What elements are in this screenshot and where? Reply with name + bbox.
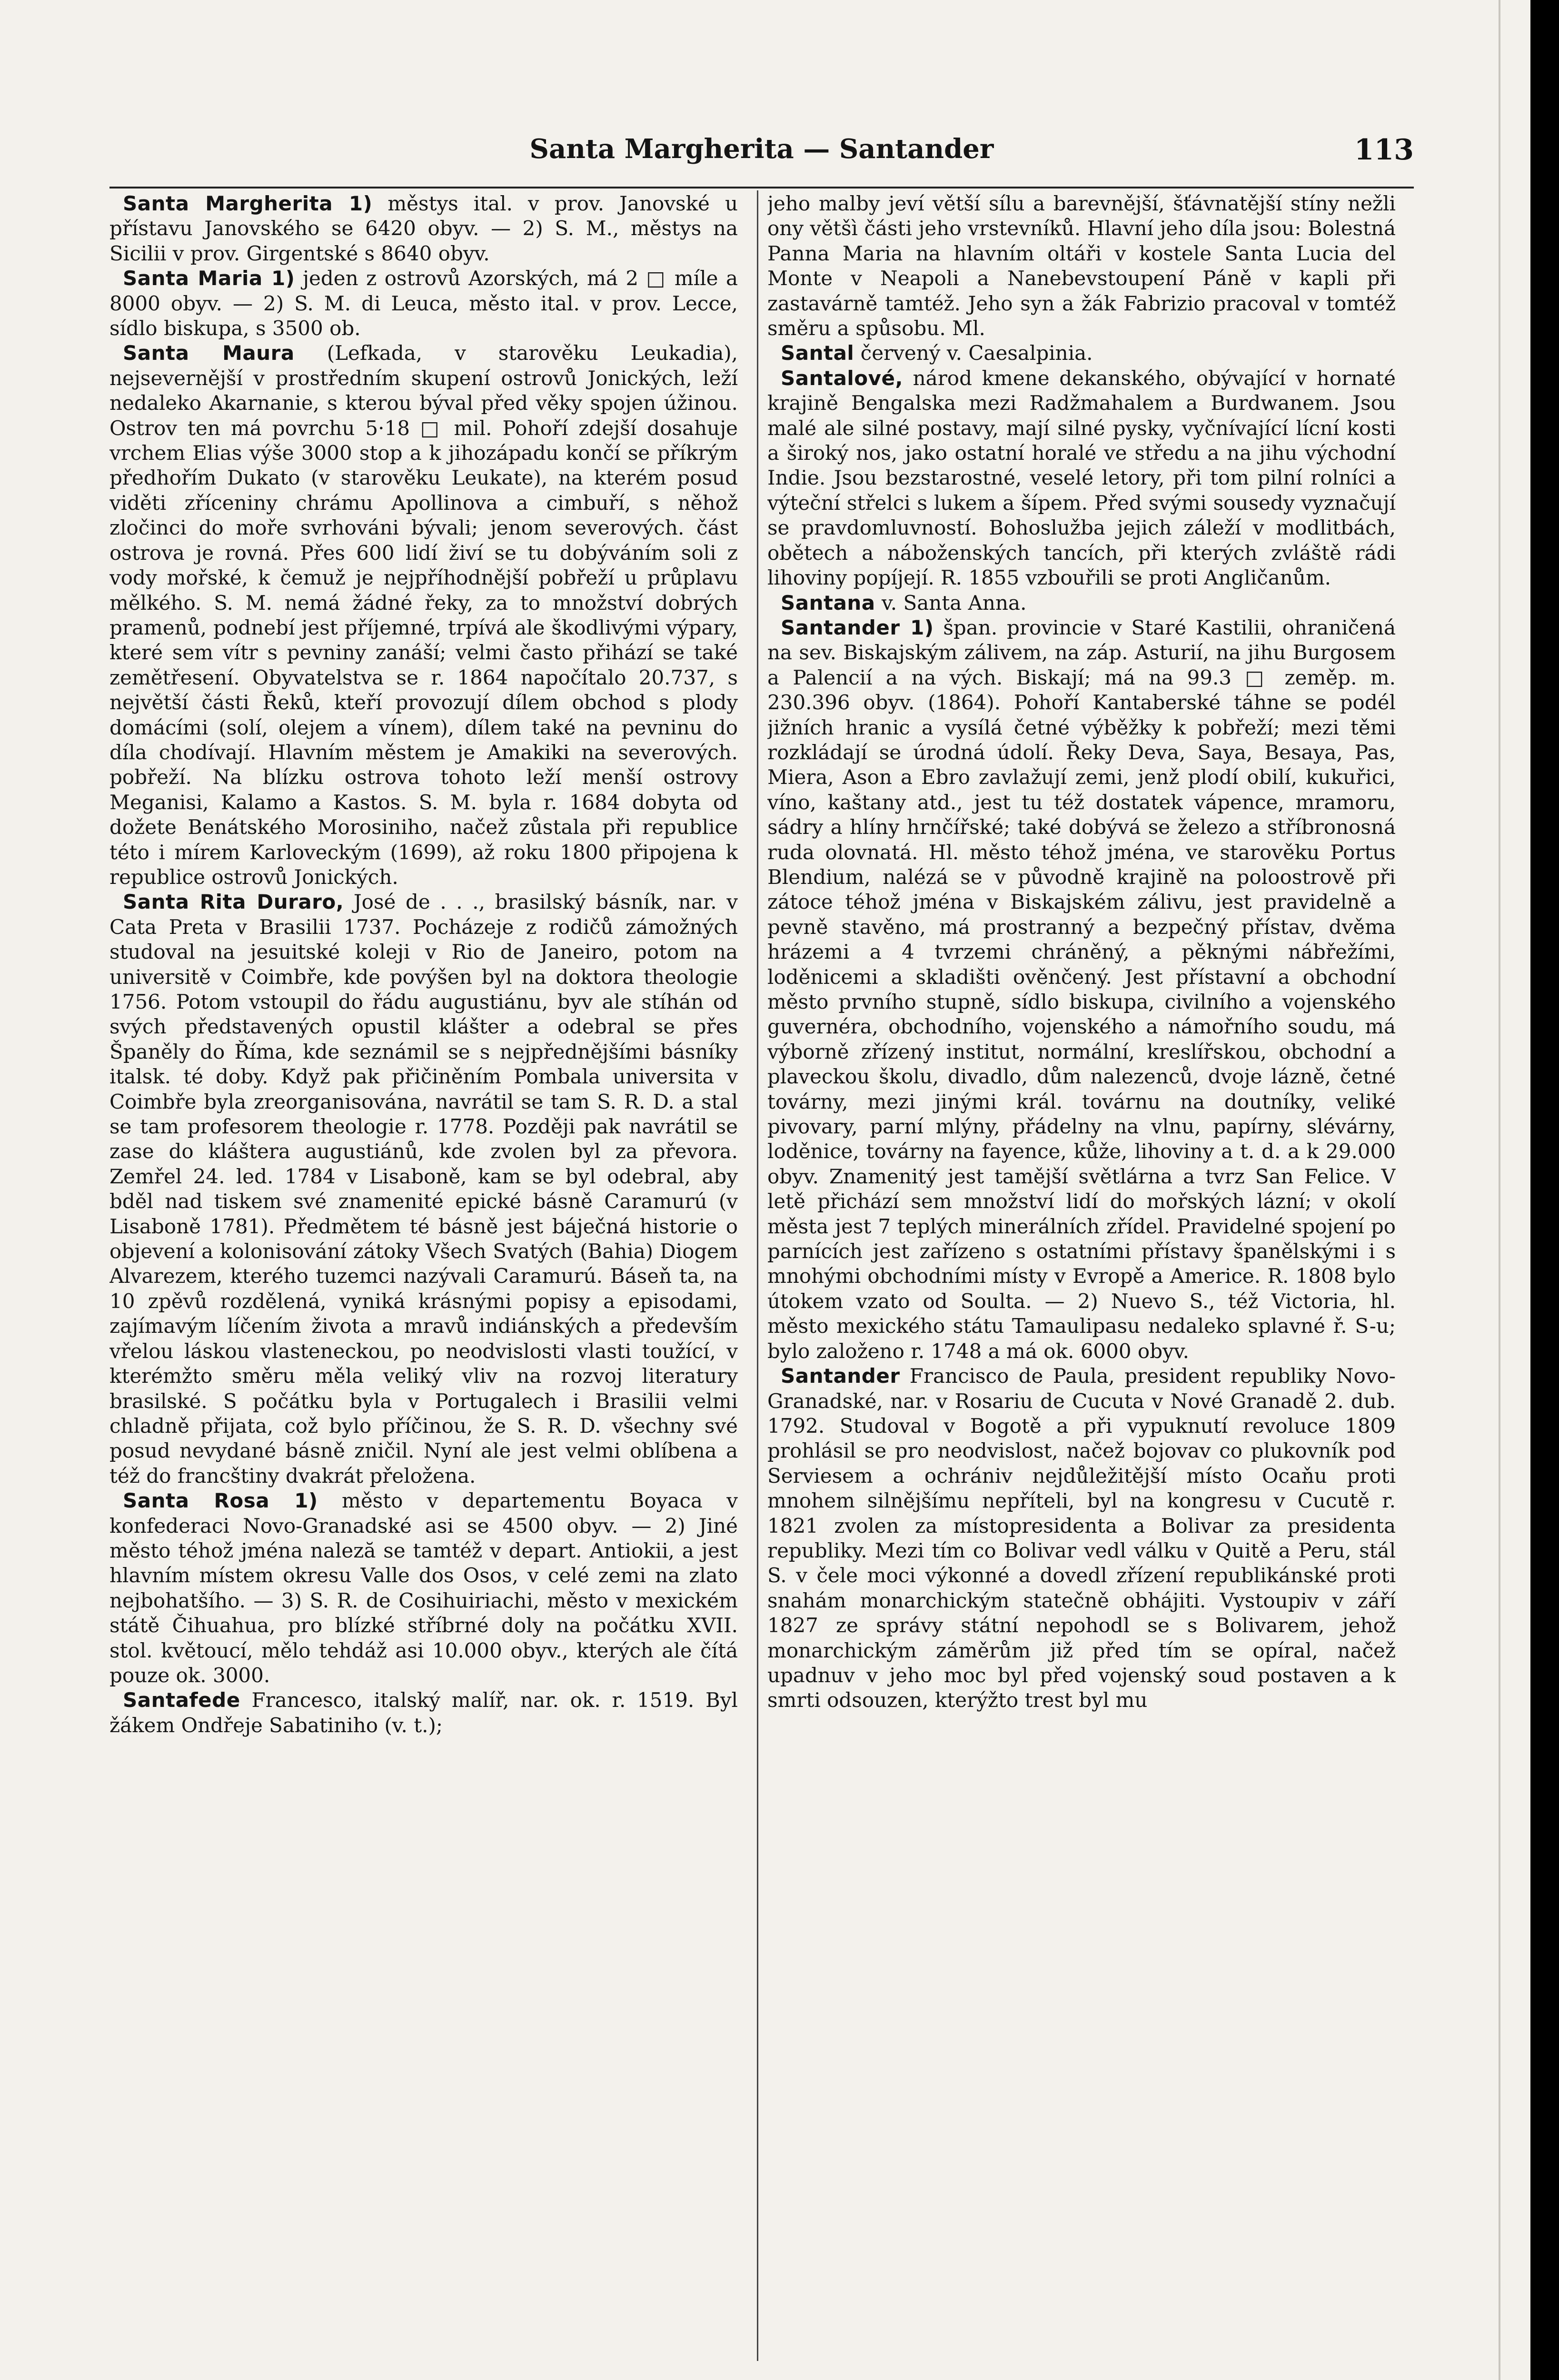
entry: [767, 615, 1396, 1364]
header-rule: [109, 187, 1414, 188]
entry: [109, 1488, 738, 1688]
entry: [767, 591, 1396, 615]
entry-text: Francisco de Paula, president republiky Novo-Granadské, nar. v Rosariu de Cucuta v Nové Granadě 2. dub. 1792. Studoval v Bogotě a při vypuknutí revoluce 1809 prohlásil se pro neodvislost, načež bojovav co plukovník pod Serviesem a ochrániv nejdůležitější místo Ocaňu proti mnohem silnějšímu nepříteli, byl na kongresu v Cucutě r. 1821 zvolen za místopresidenta a Bolivar za presidenta republiky. Mezi tím co Bolivar vedl válku v Quitě a Peru, stál S. v čele moci výkonné a dovedl zřízení republikánské proti snahám monarchickým statečně obhájiti. Vystoupiv v září 1827 ze správy státní nepohodl se s Bolivarem, jehož monarchickým záměrům již před tím se opíral, načež upadnuv v jeho moc byl před vojenský soud postaven a k smrti odsouzen, kterýžto trest byl mu: [767, 1364, 1396, 1712]
entry-text: městys ital. v prov. Janovské u přístavu Janovského se 6420 obyv. — 2) S. M., městys na Sicilii v prov. Girgentské s 8640 obyv.: [109, 192, 738, 265]
entry-headword: Santa Rosa 1): [123, 1489, 318, 1513]
entry-text: (Lefkada, v starověku Leukadia), nejsevernější v prostředním skupení ostrovů Jonických, leží nedaleko Akarnanie, s kterou býval před věky spojen úžinou. Ostrov ten má povrchu 5·18 □ mil. Pohoří zdejší dosahuje vrchem Elias výše 3000 stop a k jihozápadu končí se příkrým předhořím Dukato (v starověku Leukate), na kterém posud viděti zříceniny chrámu Apollinova a cimbuří, s něhož zločinci do moře svrhováni bývali; jenom severových. část ostrova je rovná. Přes 600 lidí živí se tu dobýváním soli z vody mořské, k čemuž je nejpříhodnější pobřeží u průplavu mělkého. S. M. nemá žádné řeky, za to množství dobrých pramenů, podnebí jest příjemné, trpívá ale škodlivými výpary, které sem vítr s pevniny zanáší; velmi často přihází se také zemětřesení. Obyvatelstva se r. 1864 napočítalo 20.737, s největší části Řeků, kteří provozují dílem obchod s plody domácími (solí, olejem a vínem), dílem také na pevninu do díla chodívají. Hlavním městem je Amakiki na severových. pobřeží. Na blízku ostrova tohoto leží menší ostrovy Meganisi, Kalamo a Kastos. S. M. byla r. 1684 dobyta od dožete Benátského Morosiniho, načež zůstala při republice této i mírem Karloveckým (1699), až roku 1800 připojena k republice ostrovů Jonických.: [109, 341, 738, 889]
entry: [109, 191, 738, 266]
entry-text: špan. provincie v Staré Kastilii, ohraničená na sev. Biskajským zálivem, na záp. Asturií, na jihu Burgosem a Palencií a na vých. Biskají; má na 99.3 □ zeměp. m. 230.396 obyv. (1864). Pohoří Kantaberské táhne se podél jižních hranic a vysílá četné výběžky k pobřeží; mezi těmi rozkládají se úrodná údolí. Řeky Deva, Saya, Besaya, Pas, Miera, Ason a Ebro zavlažují zemi, jenž plodí obilí, kukuřici, víno, kaštany atd., jest tu též dostatek vápence, mramoru, sádry a hlíny hrnčířské; také dobývá se železo a stříbronosná ruda olovnatá. Hl. město téhož jména, ve starověku Portus Blendium, nalézá se v původně krajině na poloostrově při zátoce téhož jména v Biskajském zálivu, jest pravidelně a pevně stavěno, má prostranný a bezpečný přístav, dvěma hrázemi a 4 tvrzemi chráněný, a pěknými nábřežími, loděnicemi a skladišti ověnčený. Jest přístavní a obchodní město prvního stupně, sídlo biskupa, civilního a vojenského guvernéra, obchodního, vojenského a námořního soudu, má výborně zřízený institut, normální, kreslířskou, obchodní a plaveckou školu, divadlo, dům nalezenců, dvoje lázně, četné továrny, mezi jinými král. továrnu na doutníky, veliké pivovary, parní mlýny, přádelny na vlnu, papírny, slévárny, loděnice, továrny na fayence, kůže, lihoviny a t. d. a k 29.000 obyv. Znamenitý jest tamější světlárna a tvrz San Felice. V letě přichází sem množství lidí do mořských lázní; v okolí města jest 7 teplých minerálních zřídel. Pravidelné spojení po parnících jest zařízeno s ostatními přístavy španělskými i s mnohými obchodními místy v Evropě a Americe. R. 1808 bylo útokem vzato od Soulta. — 2) Nuevo S., též Victoria, hl. město mexického státu Tamaulipasu nedaleko splavné ř. S-u; bylo založeno r. 1748 a má ok. 6000 obyv.: [767, 615, 1396, 1363]
entry-headword: Santa Margherita 1): [123, 192, 373, 215]
entry-headword: Santalové,: [781, 366, 903, 390]
left-column: [109, 191, 738, 2362]
entry: [109, 266, 738, 341]
entry-headword: Santa Maura: [123, 341, 295, 365]
page-header: [109, 133, 1414, 171]
entry: [109, 1688, 738, 1738]
entry-headword: Santander 1): [781, 615, 934, 639]
entry: [767, 191, 1396, 341]
entry-headword: Santander: [781, 1364, 900, 1388]
entry-text: v. Santa Anna.: [882, 591, 1027, 615]
entry-headword: Santal: [781, 341, 854, 365]
entry-headword: Santa Rita Duraro,: [123, 890, 344, 914]
entry-text: národ kmene dekanského, obývající v hornaté krajině Bengalska mezi Radžmahalem a Burdwanem. Jsou malé ale silné postavy, mají silné pysky, vyčnívající lícní kosti a široký nos, jako ostatní horalé ve středu a na jihu východní Indie. Jsou bezstarostné, veselé letory, při tom pilní rolníci a výteční střelci s lukem a šípem. Před svými sousedy vyznačují se pravdomluvností. Bohoslužba jejich záleží v modlitbách, obětech a náboženských tancích, při kterých zvláště rádi lihoviny popíjejí. R. 1855 vzbouřili se proti Angličanům.: [767, 366, 1396, 590]
entry-headword: Santa Maria 1): [123, 267, 295, 290]
entry-text: jeho malby jeví větší sílu a barevnější, šťávnatější stíny nežli ony většì části jeho vrstevníků. Hlavní jeho díla jsou: Bolestná Panna Maria na hlavním oltáři v kostele Santa Lucia del Monte v Neapoli a Nanebevstoupení Páně v kapli při zastavárně tamtéž. Jeho syn a žák Fabrizio pracoval v tomtéž směru a spůsobu. Ml.: [767, 192, 1396, 340]
column-divider: [757, 190, 758, 2361]
entry-text: Francesco, italský malíř, nar. ok. r. 1519. Byl žákem Ondřeje Sabatiniho (v. t.);: [109, 1688, 738, 1737]
page-edge-line: [1499, 0, 1500, 2380]
entry-text: červený v. Caesalpinia.: [860, 341, 1093, 365]
entry-headword: Santafede: [123, 1688, 240, 1712]
entry-text: José de . . ., brasilský básník, nar. v Cata Preta v Brasilii 1737. Pocházeje z rodičů zámožných studoval na jesuitské koleji v Rio de Janeiro, potom na universitě v Coimbře, kde povýšen byl na doktora theologie 1756. Potom vstoupil do řádu augustiánu, byv ale stíhán od svých představených opustil klášter a odebral se přes Španěly do Říma, kde seznámil se s nejpřednějšími básníky italsk. té doby. Když pak přičiněním Pombala universita v Coimbře byla zreorganisována, navrátil se tam S. R. D. a stal se tam profesorem theologie r. 1778. Později pak navrátil se zase do kláštera augustiánů, kde zvolen byl za převora. Zemřel 24. led. 1784 v Lisaboně, kam se byl odebral, aby bděl nad tiskem své znamenité epické básně Caramurú (v Lisaboně 1781). Předmětem té básně jest báječná historie o objevení a kolonisování zátoky Všech Svatých (Bahia) Diogem Alvarezem, kterého tuzemci nazývali Caramurú. Báseň ta, na 10 zpěvů rozdělená, vyniká krásnými popisy a episodami, zajímavým líčením života a mravů indiánských a především vřelou láskou vlasteneckou, po neodvislosti vlasti toužící, v kterémžto směru měla veliký vliv na rozvoj literatury brasilské. S počátku byla v Portugalech i Brasilii velmi chladně přijata, což bylo příčinou, že S. R. D. všechny své posud nevydané básně zničil. Nyní ale jest velmi oblíbena a též do francštiny dvakrát přeložena.: [109, 890, 738, 1488]
entry: [109, 341, 738, 890]
entry: [109, 890, 738, 1488]
page-number: 113: [1354, 133, 1414, 167]
entry: [767, 366, 1396, 591]
entry-text: jeden z ostrovů Azorských, má 2 □ míle a 8000 obyv. — 2) S. M. di Leuca, město ital. v prov. Lecce, sídlo biskupa, s 3500 ob.: [109, 267, 738, 340]
right-column: [767, 191, 1396, 2362]
running-title: Santa Margherita — Santander: [529, 133, 994, 165]
entry-text: město v departementu Boyaca v konfederaci Novo-Granadské asi se 4500 obyv. — 2) Jiné město téhož jména naleză se tamtéž v depart. Antiokii, a jest hlavním místem okresu Valle dos Osos, v celé zemi na zlato nejbohatšího. — 3) S. R. de Cosihuiriachi, město v mexickém státě Čihuahua, pro blízké stříbrné doly na počátku XVII. stol. květoucí, mělo tehdáž asi 10.000 obyv., kterých ale čítá pouze ok. 3000.: [109, 1489, 738, 1687]
entry-headword: Santana: [781, 591, 875, 615]
entry: [767, 341, 1396, 366]
entry: [767, 1364, 1396, 1713]
